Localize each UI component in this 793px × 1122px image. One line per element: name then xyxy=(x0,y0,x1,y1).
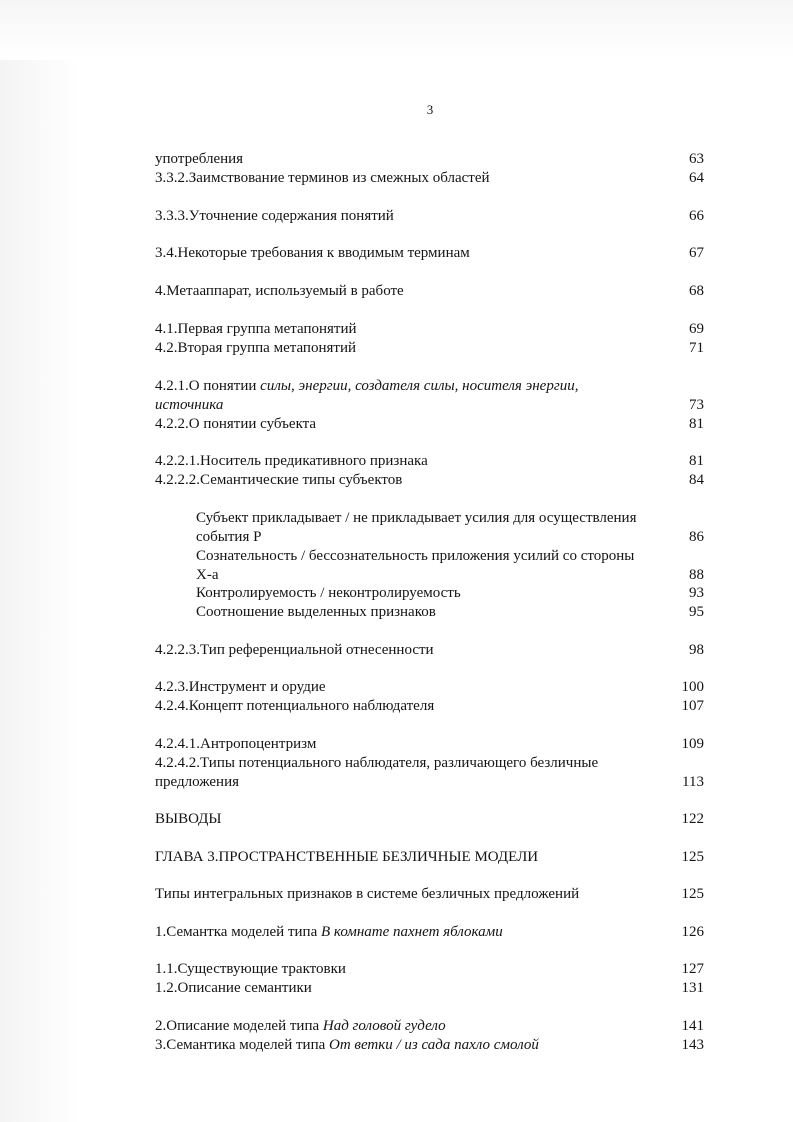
toc-page-number: 100 xyxy=(681,679,704,695)
toc-page-number: 84 xyxy=(689,472,704,488)
toc-entry-text: предложения xyxy=(155,774,240,790)
toc-page-number: 88 xyxy=(689,567,704,583)
toc-entry-italic: Над головой гудело xyxy=(322,1018,446,1034)
toc-entry xyxy=(155,377,578,396)
toc-page-number: 131 xyxy=(681,980,704,996)
toc-page-number: 95 xyxy=(689,604,704,620)
toc-page-number: 125 xyxy=(681,886,704,902)
toc-entry-text: Соотношение выделенных признаков xyxy=(196,604,436,620)
toc-page-number: 86 xyxy=(689,529,704,545)
page-number: 3 xyxy=(426,102,434,117)
toc-page-number: 64 xyxy=(689,170,704,186)
toc-entry-italic: От ветки / из сада пахло смолой xyxy=(329,1037,539,1053)
toc-entry-text: 4.2.4.2.Типы потенциального наблюдателя, различающего безличные xyxy=(155,755,599,771)
toc-entry-text: 4.2.Вторая группа метапонятий xyxy=(155,340,356,356)
toc-page-number: 122 xyxy=(681,811,704,827)
toc-page-number: 127 xyxy=(681,961,704,977)
toc-page-number: 81 xyxy=(689,453,704,469)
toc-entry-text: 1.Семантка моделей типа xyxy=(155,924,321,940)
toc-entry-italic: силы, энергии, создателя силы, носителя энергии, xyxy=(260,378,579,394)
toc-entry-text: Сознательность / бессознательность приложения усилий со стороны xyxy=(196,548,635,564)
toc-entry-text: 4.2.1.О понятии xyxy=(155,378,261,394)
toc-entry-text: ВЫВОДЫ xyxy=(155,811,222,827)
toc-entry-text: 1.1.Существующие трактовки xyxy=(155,961,346,977)
toc-page-number: 143 xyxy=(681,1037,704,1053)
toc-entry-text: 1.2.Описание семантики xyxy=(155,980,312,996)
toc-entry-text: 2.Описание моделей типа xyxy=(155,1018,323,1034)
toc-entry-text: Контролируемость / неконтролируемость xyxy=(196,585,461,601)
toc-entry-text: 3.Семантика моделей типа xyxy=(155,1037,330,1053)
toc-page-number: 67 xyxy=(689,245,704,261)
toc-entry-text: 4.2.2.3.Тип референциальной отнесенности xyxy=(155,642,434,658)
toc-entry-continuation xyxy=(155,396,223,415)
toc-entry-text: ГЛАВА 3.ПРОСТРАНСТВЕННЫЕ БЕЗЛИЧНЫЕ МОДЕЛИ xyxy=(155,849,539,865)
toc-page-number: 81 xyxy=(689,416,704,432)
toc-entry-text: 4.2.2.1.Носитель предикативного признака xyxy=(155,453,428,469)
toc-page-number: 93 xyxy=(689,585,704,601)
toc-entry-text: 4.Метааппарат, используемый в работе xyxy=(155,283,404,299)
toc-page-number: 73 xyxy=(689,397,704,413)
toc-entry-text: 4.2.2.О понятии субъекта xyxy=(155,416,317,432)
toc-entry xyxy=(155,1017,446,1036)
toc-entry-text: 4.2.4.Концепт потенциального наблюдателя xyxy=(155,698,435,714)
toc-page-number: 71 xyxy=(689,340,704,356)
toc-page-number: 125 xyxy=(681,849,704,865)
toc-entry-italic: источника xyxy=(155,397,224,413)
toc-page-number: 107 xyxy=(681,698,704,714)
toc-entry-text: 4.1.Первая группа метапонятий xyxy=(155,321,357,337)
toc-entry-text: события Р xyxy=(196,529,262,545)
toc-entry-text: 3.3.2.Заимствование терминов из смежных областей xyxy=(155,170,490,186)
toc-page-number: 68 xyxy=(689,283,704,299)
toc-entry xyxy=(155,1036,539,1055)
toc-entry-text: Субъект прикладывает / не прикладывает усилия для осуществления xyxy=(196,510,637,526)
toc-page-number: 98 xyxy=(689,642,704,658)
toc-page-number: 66 xyxy=(689,208,704,224)
toc-entry-text: Типы интегральных признаков в системе безличных предложений xyxy=(155,886,580,902)
toc-entry-text: 4.2.3.Инструмент и орудие xyxy=(155,679,326,695)
toc-entry xyxy=(155,923,503,942)
toc-page-number: 126 xyxy=(681,924,704,940)
toc-page-number: 113 xyxy=(682,774,704,790)
toc-entry-text: 3.3.3.Уточнение содержания понятий xyxy=(155,208,394,224)
toc-entry-text: 4.2.2.2.Семантические типы субъектов xyxy=(155,472,403,488)
toc-page-number: 63 xyxy=(689,151,704,167)
toc-entry-text: 3.4.Некоторые требования к вводимым терминам xyxy=(155,245,470,261)
toc-page-number: 109 xyxy=(681,736,704,752)
toc-page-number: 141 xyxy=(681,1018,704,1034)
toc-entry-text: употребления xyxy=(155,151,244,167)
scan-shadow xyxy=(0,0,80,1122)
toc-entry-text: Х-а xyxy=(196,567,219,583)
toc-page-number: 69 xyxy=(689,321,704,337)
scan-shadow-top xyxy=(0,0,793,60)
toc-entry-text: 4.2.4.1.Антропоцентризм xyxy=(155,736,317,752)
toc-entry-italic: В комнате пахнет яблоками xyxy=(320,924,503,940)
